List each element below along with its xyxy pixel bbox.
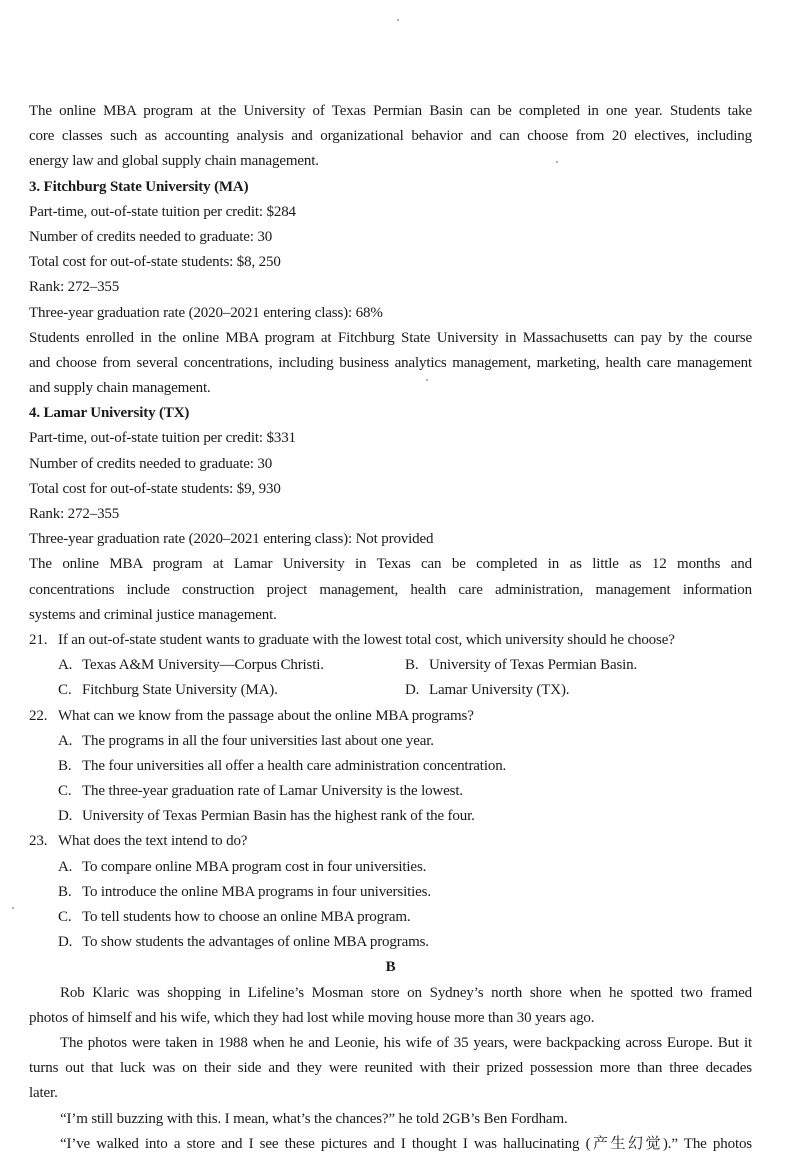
- option-a[interactable]: [58, 653, 405, 678]
- option-d[interactable]: [29, 804, 752, 829]
- option-a[interactable]: [29, 729, 752, 754]
- lamar-total-cost: Total cost for out-of-state students: $9, 930: [29, 480, 281, 497]
- option-c[interactable]: [29, 905, 752, 930]
- option-letter: C.: [58, 909, 72, 925]
- option-letter: A.: [58, 657, 73, 674]
- option-text: The programs in all the four universities last about one year.: [82, 732, 434, 749]
- passage-b-line: Rob Klaric was shopping in Lifeline’s Mosman store on Sydney’s north shore when he spotted two framed: [60, 984, 752, 1001]
- option-text: Fitchburg State University (MA).: [82, 682, 278, 699]
- option-letter: D.: [405, 682, 420, 699]
- option-letter: C.: [58, 682, 72, 699]
- question-text: If an out-of-state student wants to graduate with the lowest total cost, which university should he choose?: [58, 631, 675, 648]
- option-letter: D.: [58, 934, 73, 951]
- fitchburg-rank: Rank: 272–355: [29, 279, 120, 296]
- utpb-line: The online MBA program at the University of Texas Permian Basin can be completed in one year. Students take: [29, 103, 752, 119]
- option-d[interactable]: [405, 678, 752, 703]
- lamar-description-line: concentrations include construction project management, health care administration, management information: [29, 581, 752, 598]
- utpb-line: energy law and global supply chain management.: [29, 153, 319, 170]
- option-text: To compare online MBA program cost in four universities.: [82, 858, 427, 875]
- scan-speck: [397, 19, 399, 21]
- fitchburg-description-line: and choose from several concentrations, including business analytics management, marketing, health care management: [29, 354, 752, 371]
- fitchburg-section: [29, 175, 752, 402]
- option-letter: B.: [58, 757, 72, 774]
- section-label: B: [385, 959, 396, 976]
- lamar-credits: Number of credits needed to graduate: 30: [29, 455, 273, 472]
- option-text: The four universities all offer a health care administration concentration.: [82, 757, 507, 774]
- lamar-description-line: systems and criminal justice management.: [29, 606, 277, 623]
- utpb-line: core classes such as accounting analysis and organizational behavior and can choose from 20 electives, including: [29, 128, 752, 145]
- option-text: To introduce the online MBA programs in four universities.: [82, 883, 431, 900]
- fitchburg-description-line: Students enrolled in the online MBA program at Fitchburg State University in Massachusetts can pay by the course: [29, 329, 752, 346]
- lamar-tuition: Part-time, out-of-state tuition per credit: $331: [29, 430, 296, 447]
- option-text: Lamar University (TX).: [429, 682, 570, 699]
- option-b[interactable]: [405, 653, 752, 678]
- option-text: To show students the advantages of online MBA programs.: [82, 934, 429, 951]
- fitchburg-tuition: Part-time, out-of-state tuition per credit: $284: [29, 203, 296, 220]
- option-text: University of Texas Permian Basin has the highest rank of the four.: [82, 808, 475, 825]
- fitchburg-credits: Number of credits needed to graduate: 30: [29, 228, 273, 245]
- question-number: 23.: [29, 833, 48, 850]
- question-21: [29, 628, 752, 704]
- fitchburg-grad-rate: Three-year graduation rate (2020–2021 entering class): 68%: [29, 304, 383, 321]
- lamar-grad-rate: Three-year graduation rate (2020–2021 entering class): Not provided: [29, 531, 434, 548]
- option-text: University of Texas Permian Basin.: [429, 657, 638, 674]
- question-22: [29, 704, 752, 830]
- option-text: Texas A&M University—Corpus Christi.: [82, 657, 324, 674]
- option-d[interactable]: [29, 930, 752, 955]
- option-c[interactable]: [58, 678, 405, 703]
- option-letter: D.: [58, 808, 73, 825]
- option-letter: A.: [58, 732, 73, 749]
- passage-b-line: The photos were taken in 1988 when he and Leonie, his wife of 35 years, were backpacking across Europe. But it: [60, 1034, 752, 1051]
- scan-speck: [12, 907, 14, 909]
- option-b[interactable]: [29, 880, 752, 905]
- passage-b-line: turns out that luck was on their side and they were reunited with their prized possession more than three decades: [29, 1060, 752, 1077]
- passage-b-line: “I’m still buzzing with this. I mean, what’s the chances?” he told 2GB’s Ben Fordham.: [60, 1110, 568, 1127]
- passage-b-line: later.: [29, 1085, 58, 1102]
- passage-b: [29, 955, 752, 1157]
- question-text: What does the text intend to do?: [58, 833, 248, 850]
- option-letter: B.: [58, 883, 72, 900]
- option-a[interactable]: [29, 855, 752, 880]
- option-letter: C.: [58, 783, 72, 800]
- exam-page: [29, 99, 752, 1157]
- lamar-heading: 4. Lamar University (TX): [29, 405, 190, 422]
- lamar-section: [29, 401, 752, 628]
- question-number: 21.: [29, 631, 48, 648]
- fitchburg-heading: 3. Fitchburg State University (MA): [29, 178, 249, 195]
- option-c[interactable]: [29, 779, 752, 804]
- option-text: To tell students how to choose an online MBA program.: [82, 909, 411, 925]
- question-number: 22.: [29, 707, 48, 724]
- option-text: The three-year graduation rate of Lamar University is the lowest.: [82, 783, 463, 800]
- lamar-rank: Rank: 272–355: [29, 506, 120, 522]
- question-text: What can we know from the passage about the online MBA programs?: [58, 707, 474, 724]
- passage-b-line: “I’ve walked into a store and I see these pictures and I thought I was hallucinating (产生幻觉).” The photos: [60, 1135, 752, 1152]
- fitchburg-total-cost: Total cost for out-of-state students: $8, 250: [29, 254, 281, 271]
- utpb-description: [29, 99, 752, 175]
- passage-b-line: photos of himself and his wife, which they had lost while moving house more than 30 years ago.: [29, 1009, 595, 1026]
- option-b[interactable]: [29, 754, 752, 779]
- fitchburg-description-line: and supply chain management.: [29, 380, 211, 397]
- lamar-description-line: The online MBA program at Lamar University in Texas can be completed in as little as 12 months and: [29, 556, 752, 573]
- option-letter: A.: [58, 858, 73, 875]
- option-letter: B.: [405, 657, 419, 674]
- question-23: [29, 829, 752, 955]
